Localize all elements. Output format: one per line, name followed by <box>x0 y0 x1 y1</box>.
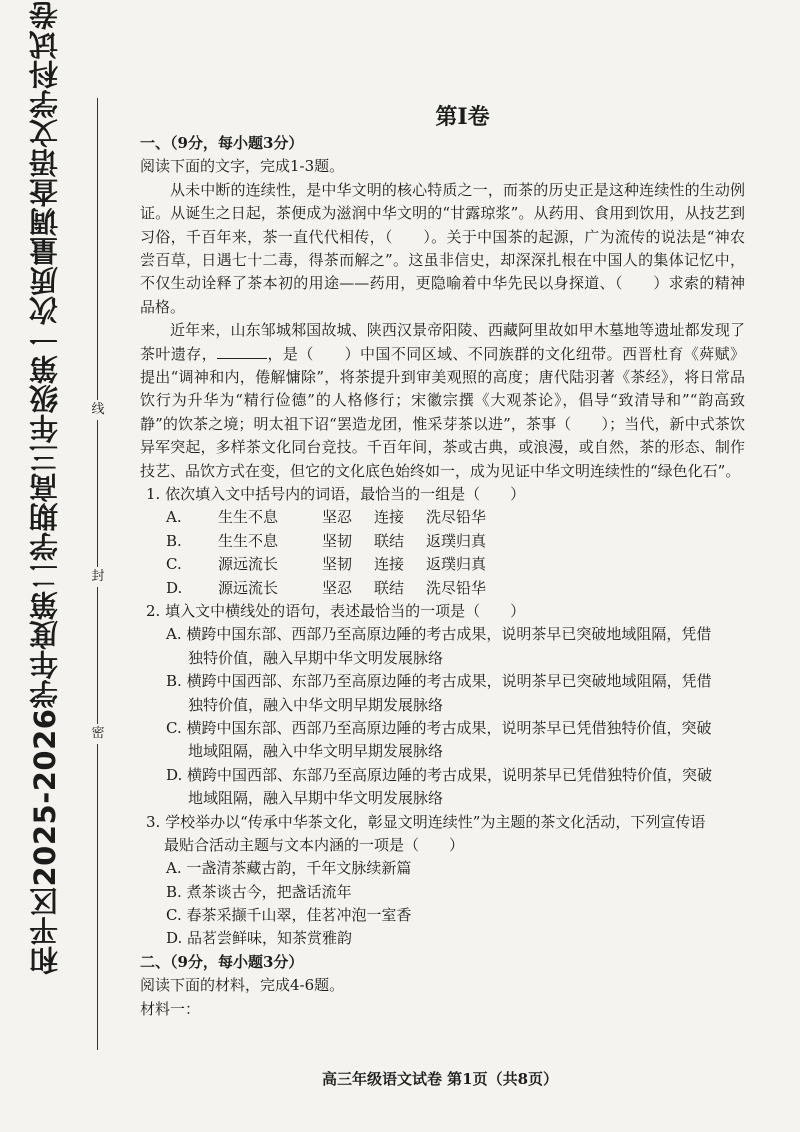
page-footer: 高三年级语文试卷 第1页（共8页） <box>321 1070 559 1088</box>
q2-option-d: D. 横跨中国西部、东部乃至高原边陲的考古成果，说明茶早已凭借独特价值，突破 <box>166 765 713 784</box>
q2-option-c: C. 横跨中国东部、西部乃至高原边陲的考古成果，说明茶早已凭借独特价值，突破 <box>166 718 712 737</box>
q3-option-b: B. 煮茶谈古今，把盏话流年 <box>166 882 352 901</box>
page-content <box>140 100 745 1021</box>
volume-title: 第Ⅰ卷 <box>435 104 490 130</box>
q1-option-b: B. 生生不息 坚韧 联结 返璞归真 <box>166 531 487 550</box>
question-3-stem: 3. 学校举办以“传承中华茶文化，彰显文明连续性”为主题的茶文化活动，下列宣传语 <box>146 812 706 831</box>
section1-heading: 一、（9分，每小题3分） <box>140 134 304 152</box>
exam-side-title: 和平区2025-2026学年度第二学期高三年级第一次质量调查语文学科试卷 <box>28 0 62 975</box>
section2-instruction: 阅读下面的材料，完成4-6题。 <box>140 976 345 995</box>
section2-heading: 二、（9分，每小题3分） <box>140 952 304 971</box>
section1-instruction: 阅读下面的文字，完成1-3题。 <box>140 157 345 176</box>
q2-option-b-cont: 独特价值，融入中华文明早期发展脉络 <box>188 695 444 714</box>
q1-option-c: C. 源远流长 坚韧 连接 返璞归真 <box>166 555 487 574</box>
material-1-label: 材料一： <box>140 999 201 1018</box>
question-1-stem: 1. 依次填入文中括号内的词语，最恰当的一组是（ ） <box>146 485 526 504</box>
passage-paragraph-1: 从未中断的连续性，是中华文明的核心特质之一，而茶的历史正是这种连续性的生动例证。从诞生之日起，茶便成为滋润中华文明的“甘露琼浆”。从药用、食用到饮用，从技艺到习俗，千百年来，茶一直代代相传，（ ）。关于中国茶的起源，广为流传的说法是“神农尝百草，日遇七十二毒，得茶而解之”。这虽非信史，却深深扎根在中国人的集体记忆中，不仅生动诠释了茶本初的用途——药用，更隐喻着中华先民以身探道、（ ）求索的精神品格。 <box>140 180 745 316</box>
q2-option-a-cont: 独特价值，融入早期中华文明发展脉络 <box>188 648 444 667</box>
binding-mark-feng: 封 <box>88 567 108 587</box>
q1-option-d: D. 源远流长 坚忍 联结 洗尽铅华 <box>166 578 487 597</box>
passage-paragraph-2-part2: ，是（ ）中国不同区域、不同族群的文化纽带。西晋杜育《荈赋》提出“调神和内，倦解慵除”，将茶提升到审美观照的高度；唐代陆羽著《茶经》，将日常品饮行为升华为“精行俭德”的人格修行；宋徽宗撰《大观茶论》，倡导“致清导和”“韵高致静”的饮茶之境；明太祖下诏“罢造龙团，惟采芽茶以进”，茶事（ ）；当代，新中式茶饮异军突起，多样茶文化同台竞技。千百年间，茶或古典，或浪漫，或自然，茶的形态、制作技艺、品饮方式在变，但它的文化底色始终如一，成为见证中华文明连续性的“绿色化石”。 <box>140 344 745 480</box>
passage-paragraph-2-part1: 近年来，山东邹城邾国故城、陕西汉景帝阳陵、西藏阿里故如甲木墓地等遗址都发现了茶叶遗存， <box>140 321 745 363</box>
q1-option-a: A. 生生不息 坚忍 连接 洗尽铅华 <box>166 508 487 527</box>
question-2-stem: 2. 填入文中横线处的语句，表述最恰当的一项是（ ） <box>146 602 526 621</box>
binding-mark-xian: 线 <box>88 400 108 420</box>
q2-option-d-cont: 地域阻隔，融入早期中华文明发展脉络 <box>188 789 444 808</box>
passage-paragraph-2 <box>140 319 745 483</box>
q3-option-c: C. 春茶采撷千山翠，佳茗冲泡一室香 <box>166 906 412 925</box>
q2-option-c-cont: 地域阻隔，融入中华文明早期发展脉络 <box>188 742 444 761</box>
binding-mark-mi: 密 <box>88 724 108 744</box>
q2-option-b: B. 横跨中国西部、东部乃至高原边陲的考古成果，说明茶早已突破地域阻隔，凭借 <box>166 672 712 691</box>
q3-option-a: A. 一盏清茶藏古韵，千年文脉续新篇 <box>166 859 412 878</box>
q3-option-d: D. 品茗尝鲜味，知茶赏雅韵 <box>166 929 353 948</box>
fill-blank-line <box>217 344 267 359</box>
question-3-stem-cont: 最贴合活动主题与文本内涵的一项是（ ） <box>164 835 465 854</box>
q2-option-a: A. 横跨中国东部、西部乃至高原边陲的考古成果，说明茶早已突破地域阻隔，凭借 <box>166 625 712 644</box>
